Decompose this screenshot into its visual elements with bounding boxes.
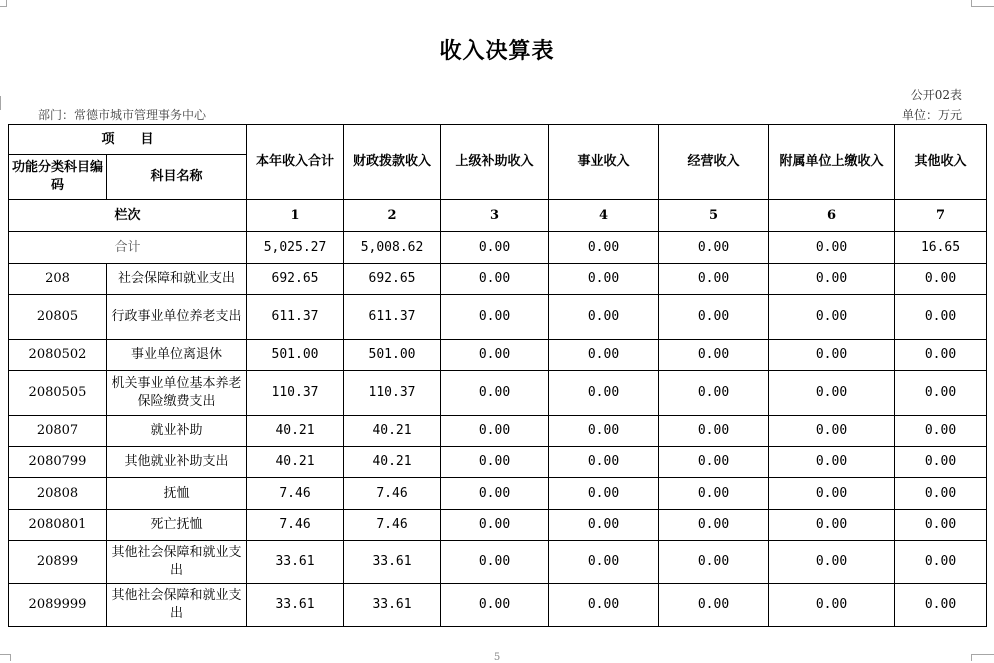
table-cell: 0.00 <box>441 264 549 295</box>
margin-tick <box>0 96 1 110</box>
table-cell: 0.00 <box>659 510 769 541</box>
row-name: 事业单位离退休 <box>107 340 247 371</box>
table-cell: 0.00 <box>549 510 659 541</box>
table-cell: 0.00 <box>549 478 659 510</box>
table-cell: 110.37 <box>344 371 441 416</box>
table-row <box>9 264 987 295</box>
column-number: 5 <box>659 200 769 232</box>
table-cell: 0.00 <box>549 371 659 416</box>
table-cell: 0.00 <box>441 371 549 416</box>
row-name: 就业补助 <box>107 416 247 447</box>
table-cell: 0.00 <box>895 371 987 416</box>
table-cell: 0.00 <box>895 416 987 447</box>
header-col-business: 事业收入 <box>549 125 659 200</box>
row-code: 2080801 <box>9 510 107 541</box>
table-row <box>9 340 987 371</box>
table-cell: 0.00 <box>659 232 769 264</box>
row-name: 其他就业补助支出 <box>107 447 247 478</box>
table-cell: 33.61 <box>344 541 441 584</box>
table-cell: 0.00 <box>769 510 895 541</box>
department-label: 部门：常德市城市管理事务中心 <box>38 108 207 122</box>
row-name: 社会保障和就业支出 <box>107 264 247 295</box>
header-column-index-label: 栏次 <box>9 200 247 232</box>
header-col-affiliated: 附属单位上缴收入 <box>769 125 895 200</box>
table-cell: 0.00 <box>549 584 659 627</box>
table-cell: 0.00 <box>769 340 895 371</box>
table-row <box>9 295 987 340</box>
table-cell: 501.00 <box>344 340 441 371</box>
header-col-total: 本年收入合计 <box>247 125 344 200</box>
row-name: 其他社会保障和就业支出 <box>107 541 247 584</box>
row-code: 20899 <box>9 541 107 584</box>
table-row <box>9 416 987 447</box>
table-cell: 7.46 <box>247 478 344 510</box>
row-code: 2080799 <box>9 447 107 478</box>
table-cell: 0.00 <box>769 371 895 416</box>
table-cell: 0.00 <box>549 264 659 295</box>
header-project: 项 目 <box>9 125 247 155</box>
table-cell: 0.00 <box>895 295 987 340</box>
table-cell: 0.00 <box>441 295 549 340</box>
table-cell: 0.00 <box>769 295 895 340</box>
row-name: 机关事业单位基本养老保险缴费支出 <box>107 371 247 416</box>
column-number: 4 <box>549 200 659 232</box>
row-name: 死亡抚恤 <box>107 510 247 541</box>
table-cell: 0.00 <box>659 541 769 584</box>
row-code: 2080505 <box>9 371 107 416</box>
table-cell: 0.00 <box>659 264 769 295</box>
page-number: 5 <box>493 652 501 663</box>
table-cell: 0.00 <box>441 447 549 478</box>
header-col-operation: 经营收入 <box>659 125 769 200</box>
total-label: 合计 <box>9 232 247 264</box>
unit-label: 单位：万元 <box>901 108 962 122</box>
table-cell: 0.00 <box>769 584 895 627</box>
table-cell: 40.21 <box>344 416 441 447</box>
table-cell: 692.65 <box>247 264 344 295</box>
table-cell: 33.61 <box>344 584 441 627</box>
table-cell: 0.00 <box>895 478 987 510</box>
table-cell: 0.00 <box>549 447 659 478</box>
table-cell: 0.00 <box>549 340 659 371</box>
table-cell: 16.65 <box>895 232 987 264</box>
table-cell: 5,025.27 <box>247 232 344 264</box>
table-cell: 0.00 <box>659 478 769 510</box>
table-row <box>9 447 987 478</box>
table-cell: 0.00 <box>769 478 895 510</box>
table-cell: 0.00 <box>441 340 549 371</box>
column-number: 6 <box>769 200 895 232</box>
table-cell: 0.00 <box>769 232 895 264</box>
table-cell: 0.00 <box>895 447 987 478</box>
table-cell: 0.00 <box>441 584 549 627</box>
table-cell: 0.00 <box>895 510 987 541</box>
table-row <box>9 584 987 627</box>
row-name: 行政事业单位养老支出 <box>107 295 247 340</box>
table-cell: 7.46 <box>247 510 344 541</box>
table-cell: 0.00 <box>895 264 987 295</box>
table-cell: 0.00 <box>441 510 549 541</box>
table-cell: 0.00 <box>895 541 987 584</box>
column-number: 7 <box>895 200 987 232</box>
table-cell: 0.00 <box>769 447 895 478</box>
table-cell: 0.00 <box>769 416 895 447</box>
table-cell: 0.00 <box>659 447 769 478</box>
table-cell: 0.00 <box>549 232 659 264</box>
table-cell: 40.21 <box>247 447 344 478</box>
row-code: 2080502 <box>9 340 107 371</box>
table-cell: 0.00 <box>441 232 549 264</box>
table-cell: 692.65 <box>344 264 441 295</box>
row-code: 20808 <box>9 478 107 510</box>
header-col-superior: 上级补助收入 <box>441 125 549 200</box>
header-name: 科目名称 <box>107 155 247 200</box>
table-cell: 0.00 <box>549 295 659 340</box>
table-cell: 611.37 <box>344 295 441 340</box>
crop-mark-top-right <box>971 0 994 7</box>
crop-mark-top-left <box>0 0 7 7</box>
header-code: 功能分类科目编码 <box>9 155 107 200</box>
table-cell: 33.61 <box>247 541 344 584</box>
header-col-fiscal: 财政拨款收入 <box>344 125 441 200</box>
table-cell: 0.00 <box>659 371 769 416</box>
column-number: 1 <box>247 200 344 232</box>
income-table <box>8 124 987 627</box>
table-cell: 7.46 <box>344 510 441 541</box>
page-title: 收入决算表 <box>439 38 555 64</box>
table-cell: 0.00 <box>895 584 987 627</box>
table-cell: 40.21 <box>344 447 441 478</box>
table-row <box>9 478 987 510</box>
table-cell: 5,008.62 <box>344 232 441 264</box>
table-cell: 0.00 <box>549 416 659 447</box>
form-number: 公开02表 <box>910 88 962 102</box>
table-cell: 0.00 <box>659 295 769 340</box>
table-cell: 40.21 <box>247 416 344 447</box>
table-cell: 0.00 <box>769 541 895 584</box>
table-cell: 0.00 <box>441 541 549 584</box>
row-code: 2089999 <box>9 584 107 627</box>
row-code: 208 <box>9 264 107 295</box>
header-col-other: 其他收入 <box>895 125 987 200</box>
table-cell: 0.00 <box>659 340 769 371</box>
total-row <box>9 232 987 264</box>
table-cell: 0.00 <box>769 264 895 295</box>
column-number: 2 <box>344 200 441 232</box>
table-cell: 0.00 <box>549 541 659 584</box>
table-cell: 611.37 <box>247 295 344 340</box>
table-row <box>9 371 987 416</box>
table-cell: 7.46 <box>344 478 441 510</box>
table-cell: 501.00 <box>247 340 344 371</box>
table-cell: 0.00 <box>895 340 987 371</box>
row-code: 20805 <box>9 295 107 340</box>
column-number: 3 <box>441 200 549 232</box>
table-row <box>9 541 987 584</box>
row-name: 其他社会保障和就业支出 <box>107 584 247 627</box>
table-cell: 0.00 <box>659 416 769 447</box>
table-cell: 110.37 <box>247 371 344 416</box>
row-code: 20807 <box>9 416 107 447</box>
table-cell: 0.00 <box>659 584 769 627</box>
row-name: 抚恤 <box>107 478 247 510</box>
table-cell: 0.00 <box>441 416 549 447</box>
table-cell: 0.00 <box>441 478 549 510</box>
table-row <box>9 510 987 541</box>
table-cell: 33.61 <box>247 584 344 627</box>
